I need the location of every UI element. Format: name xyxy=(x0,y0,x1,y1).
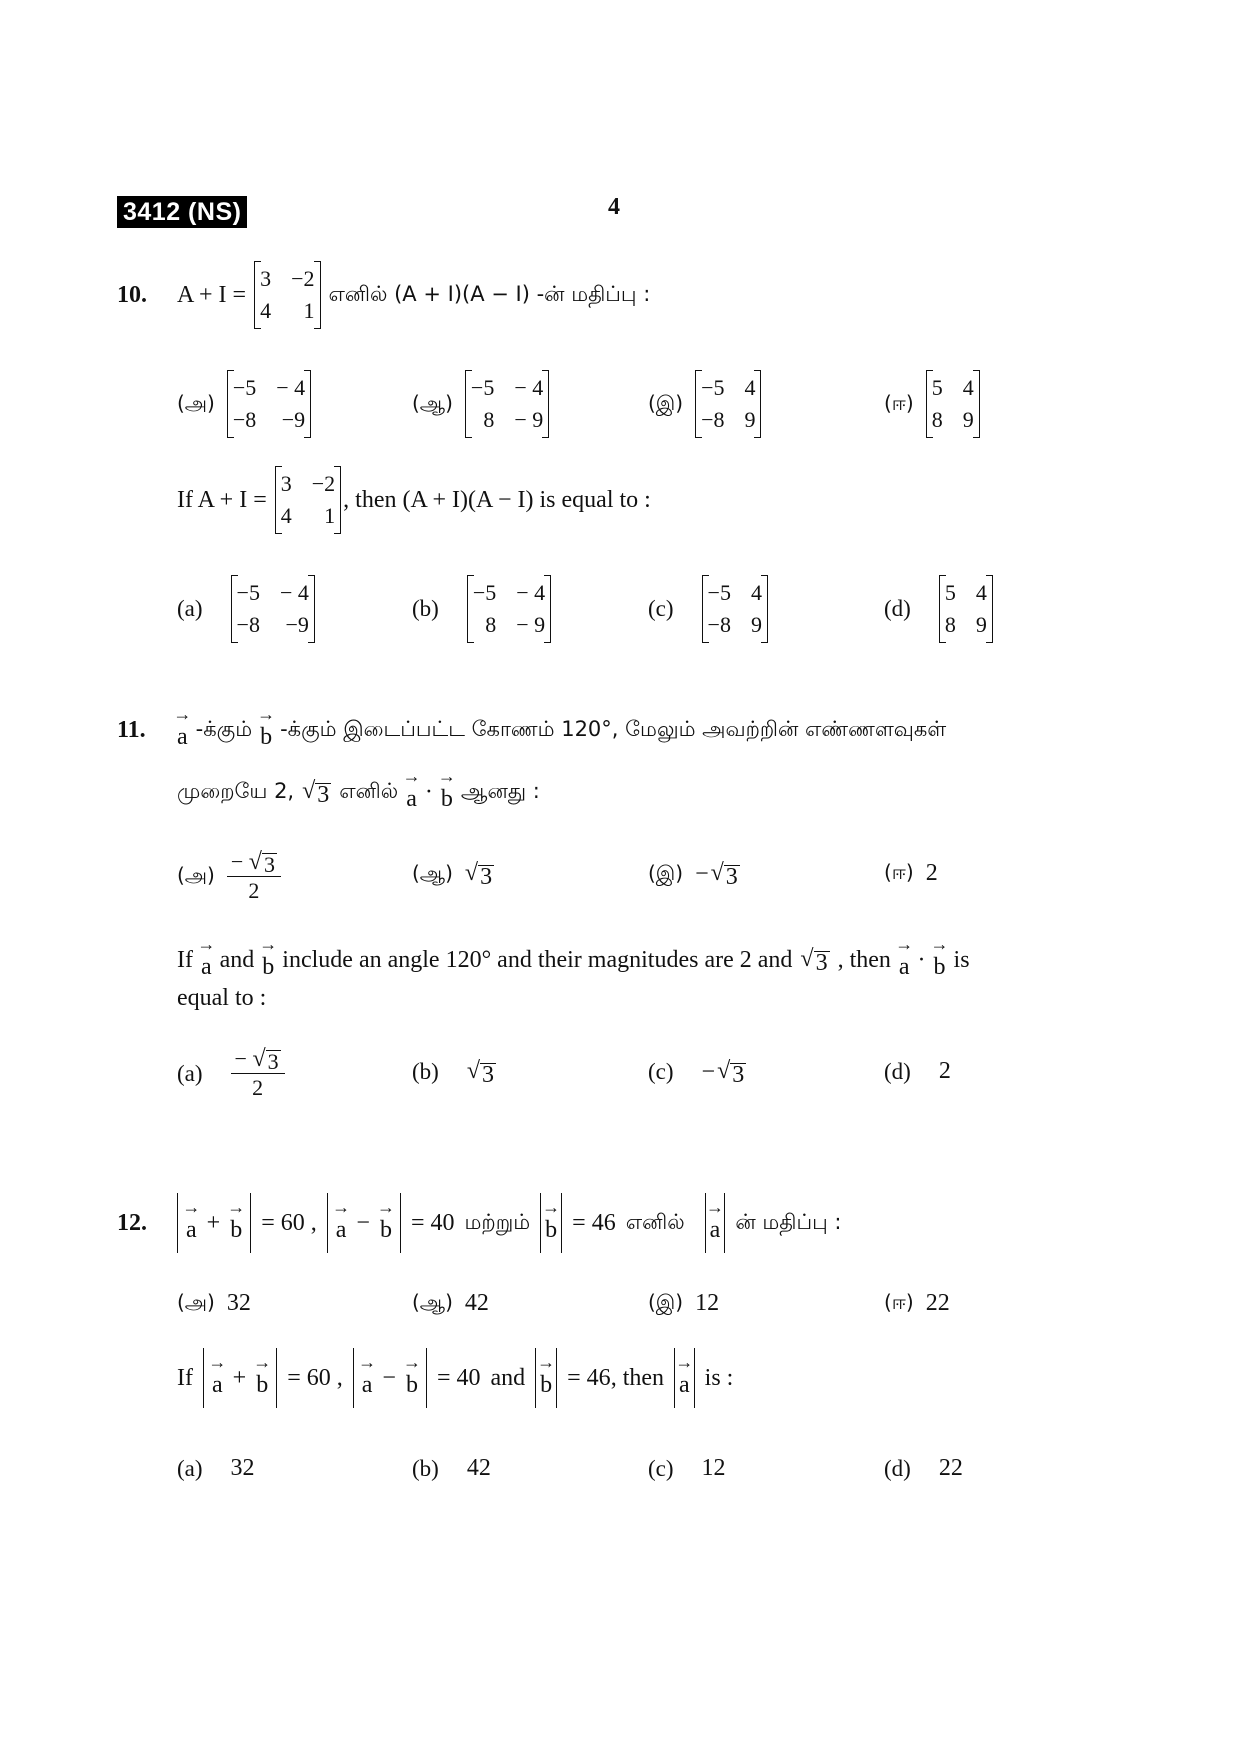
q11-ta-option-a: (அ) − √ 3 2 xyxy=(177,848,281,905)
q12-english-stem: If → a + → b = 60 , → a − → b = 40 and → b = 46 , then → a is : xyxy=(0,1340,1240,1416)
q11-en-option-a: (a) − √ 3 2 xyxy=(177,1045,285,1102)
exam-code-badge: 3412 (NS) xyxy=(117,196,247,228)
q11-ta-option-c: (இ) − √ 3 xyxy=(648,860,738,890)
q11-english-line1: If → a and → b include an angle 120° and their magnitudes are 2 and √ 3 , then → a · → b is xyxy=(0,930,1240,990)
q11-en-option-b: (b) √ 3 xyxy=(412,1058,494,1088)
q10-en-option-c: (c) −5 4 −8 9 xyxy=(648,575,768,643)
q10-ta-option-d: (ஈ) 5 4 8 9 xyxy=(884,370,980,438)
q11-english-line2: equal to : xyxy=(177,984,267,1011)
q12-ta-option-a: (அ) 32 xyxy=(177,1290,251,1316)
q10-en-option-a: (a) −5 − 4 −8 −9 xyxy=(177,575,315,643)
q10-english-stem: If A + I = 3 −2 4 1 , then (A + I)(A − I) is equal to : xyxy=(0,460,1240,540)
q12-ta-option-c: (இ) 12 xyxy=(648,1290,720,1316)
q12-tamil-stem: 12. → a + → b = 60 , → a − → b = 40 மற்றும் → b = 46 எனில் → a ன் மதிப்பு : xyxy=(0,1185,1240,1261)
q10-ta-option-a: (அ) −5 − 4 −8 −9 xyxy=(177,370,311,438)
q10-lhs: A + I = xyxy=(177,281,247,308)
q10-en-option-d: (d) 5 4 8 9 xyxy=(884,575,993,643)
q12-ta-option-d: (ஈ) 22 xyxy=(884,1290,950,1316)
q10-tamil-stem xyxy=(0,255,1240,335)
page-number: 4 xyxy=(608,194,620,220)
q10-tamil-tail: எனில் (A + I)(A − I) -ன் மதிப்பு : xyxy=(328,281,651,306)
q11-ta-option-d: (ஈ) 2 xyxy=(884,860,938,886)
q12-en-option-c: (c) 12 xyxy=(648,1455,726,1481)
q12-en-option-a: (a) 32 xyxy=(177,1455,255,1481)
q10-matrix: 3 −2 4 1 xyxy=(254,261,320,329)
q11-tamil-line2: முறையே 2, √ 3 எனில் → a · → b ஆனது : xyxy=(0,762,1240,822)
q10-ta-option-c: (இ) −5 4 −8 9 xyxy=(648,370,761,438)
q12-en-option-b: (b) 42 xyxy=(412,1455,491,1481)
q12-ta-option-b: (ஆ) 42 xyxy=(412,1290,489,1316)
q10-ta-option-b: (ஆ) −5 − 4 8 − 9 xyxy=(412,370,549,438)
q11-en-option-c: (c) − √ 3 xyxy=(648,1058,745,1088)
q10-en-option-b: (b) −5 − 4 8 − 9 xyxy=(412,575,551,643)
q12-en-option-d: (d) 22 xyxy=(884,1455,963,1481)
q11-en-option-d: (d) 2 xyxy=(884,1058,951,1084)
q10-number: 10. xyxy=(117,281,147,308)
q11-tamil-line1: 11. → a -க்கும் → b -க்கும் இடைப்பட்ட கோணம் 120°, மேலும் அவற்றின் எண்ணளவுகள் xyxy=(0,700,1240,760)
q11-ta-option-b: (ஆ) √ 3 xyxy=(412,860,493,890)
